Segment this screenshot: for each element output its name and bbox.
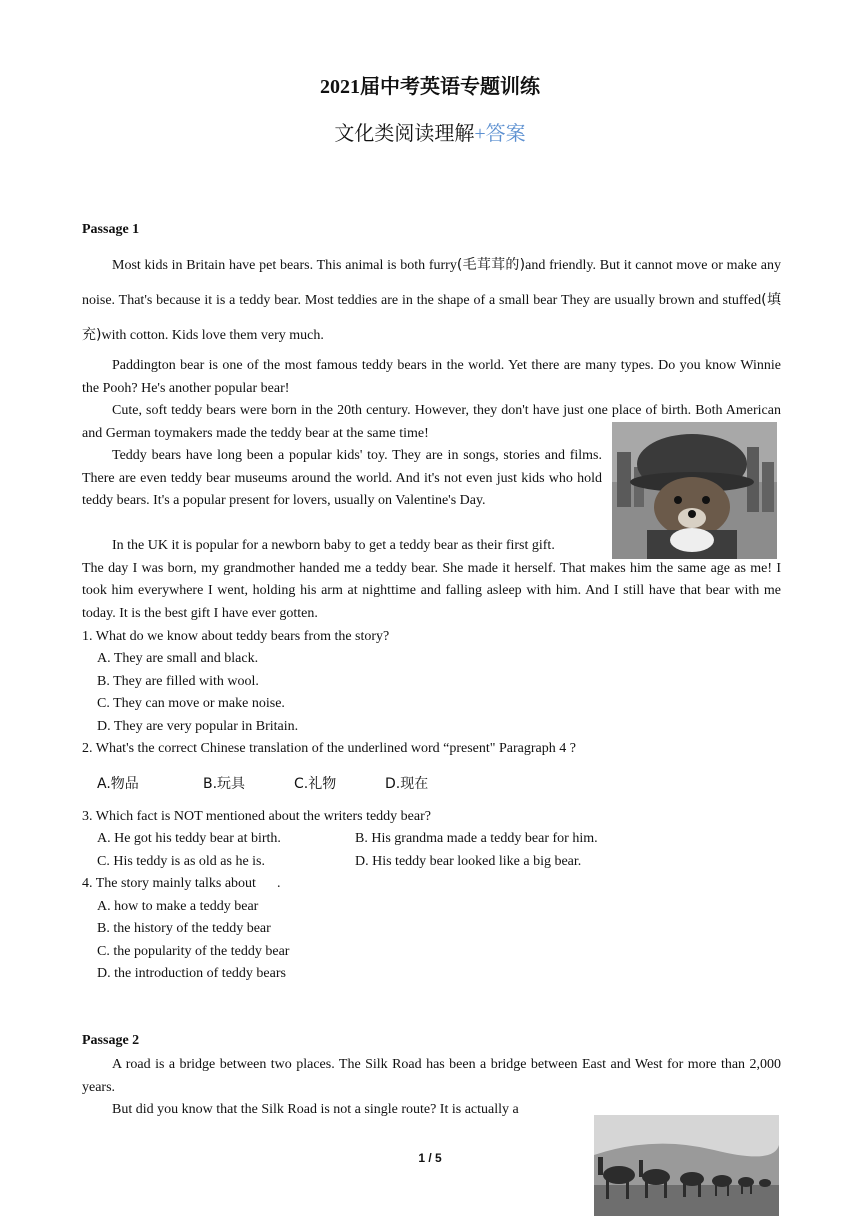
para1-text-b: and friendly. But it cannot move or make any noise. That's because it is a teddy bear. Most teddies are in the shape of a small bear They are usually brown and stuffed xyxy=(82,258,781,308)
q1-option-a: A. They are small and black. xyxy=(97,651,259,666)
q4-option-c: C. the popularity of the teddy bear xyxy=(97,944,290,959)
subtitle-main: 文化类阅读理解 xyxy=(334,123,475,145)
q1-option-b: B. They are filled with wool. xyxy=(97,674,259,689)
para1-cn-gloss-stuffed: (填充) xyxy=(82,292,781,343)
passage-1-label: Passage 1 xyxy=(82,222,140,237)
q4-option-a: A. how to make a teddy bear xyxy=(97,899,259,914)
passage-1-paragraph-3: Cute, soft teddy bears were born in the 20th century. However, they don't have just one place of birth. Both American and German toymakers made the teddy bear at the same time! xyxy=(82,403,781,441)
q3-option-a: A. He got his teddy bear at birth. xyxy=(97,831,281,846)
passage-1-paragraph-4: Teddy bears have long been a popular kids' toy. They are in songs, stories and films. There are even teddy bear museums around the world. And it's not even just kids who hold teddy bears. It's a popular present for lovers, usually on Valentine's Day. xyxy=(82,448,602,508)
q2-option-d: D.现在 xyxy=(385,776,429,792)
para1-cn-gloss-furry: (毛茸茸的) xyxy=(456,257,526,273)
passage-2-paragraph-1: A road is a bridge between two places. The Silk Road has been a bridge between East and West for more than 2,000 years. xyxy=(82,1057,781,1095)
document-title: 2021届中考英语专题训练 xyxy=(320,76,540,98)
para5-rest: The day I was born, my grandmother handed me a teddy bear. She made it herself. That makes him the same age as me! I took him everywhere I went, holding his arm at nighttime and falling asleep with him. And I still have that bear with me today. It is the best gift I have ever gotten. xyxy=(82,560,781,621)
camel-caravan-illustration xyxy=(594,1115,779,1216)
q2-option-c: C.礼物 xyxy=(294,776,337,792)
document-subtitle xyxy=(0,117,860,146)
para1-text-c: with cotton. Kids love them very much. xyxy=(101,328,324,343)
passage-2-label: Passage 2 xyxy=(82,1033,140,1048)
q3-option-d: D. His teddy bear looked like a big bear. xyxy=(355,854,582,869)
camel-caravan-image xyxy=(594,1115,779,1216)
subtitle-accent: +答案 xyxy=(474,123,526,145)
question-3: 3. Which fact is NOT mentioned about the writers teddy bear? xyxy=(82,809,431,824)
question-1: 1. What do we know about teddy bears from the story? xyxy=(82,629,390,644)
passage-1-paragraph-2: Paddington bear is one of the most famous teddy bears in the world. Yet there are many types. Do you know Winnie the Pooh? He's another popular bear! xyxy=(82,358,781,396)
question-4: 4. The story mainly talks about . xyxy=(82,876,281,891)
para5-first-line: In the UK it is popular for a newborn baby to get a teddy bear as their first gift. xyxy=(112,538,555,553)
q3-option-b: B. His grandma made a teddy bear for him. xyxy=(355,831,598,846)
q4-option-b: B. the history of the teddy bear xyxy=(97,921,271,936)
para1-text-a: Most kids in Britain have pet bears. This animal is both furry xyxy=(112,258,457,273)
question-2: 2. What's the correct Chinese translation of the underlined word “present" Paragraph 4 ? xyxy=(82,741,576,756)
q1-option-d: D. They are very popular in Britain. xyxy=(97,719,299,734)
q4-option-d: D. the introduction of teddy bears xyxy=(97,966,286,981)
paddington-bear-illustration xyxy=(612,422,777,559)
passage-2-paragraph-2: But did you know that the Silk Road is not a single route? It is actually a xyxy=(112,1102,519,1117)
q2-option-b: B.玩具 xyxy=(203,776,246,792)
page-number: 1 / 5 xyxy=(418,1151,442,1165)
passage-1-paragraph-1 xyxy=(82,248,781,353)
q2-option-a: A.物品 xyxy=(97,776,139,792)
q1-option-c: C. They can move or make noise. xyxy=(97,696,285,711)
q3-option-c: C. His teddy is as old as he is. xyxy=(97,854,265,869)
paddington-bear-image xyxy=(612,422,777,559)
